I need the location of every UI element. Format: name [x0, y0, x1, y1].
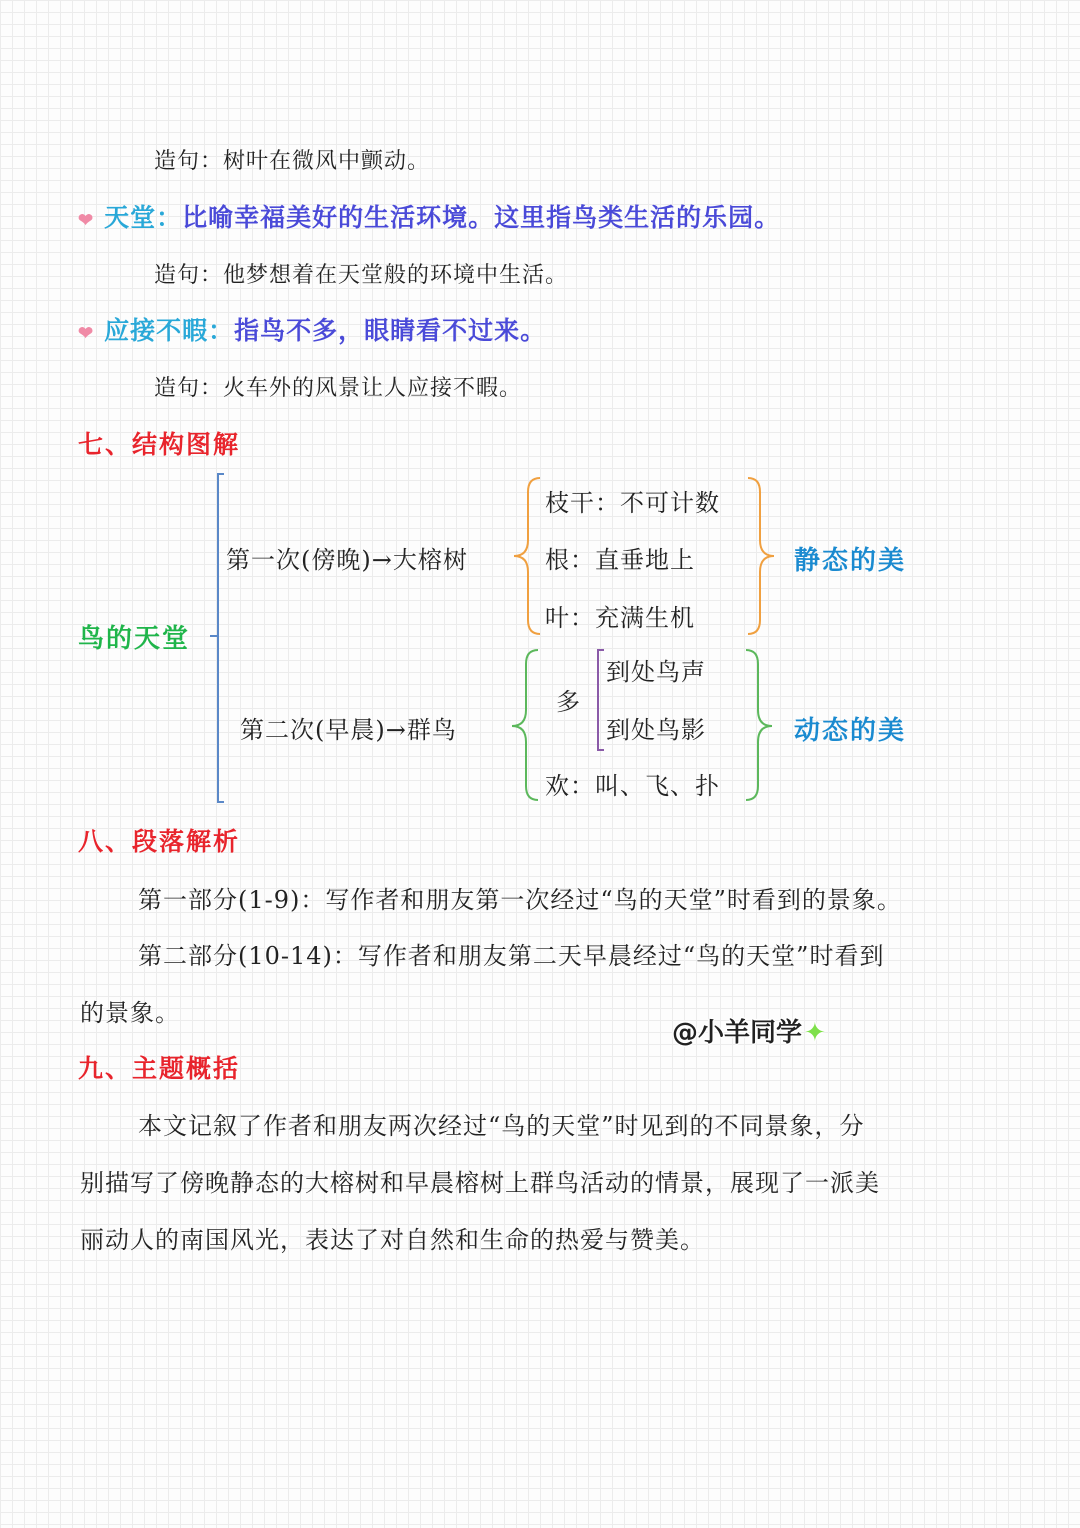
section-title-theme: 九、主题概括 — [78, 1054, 241, 1083]
dynamic-beauty-label: 动态的美 — [794, 716, 907, 746]
example-sentence-2: 造句：他梦想着在天堂般的环境中生活。 — [154, 263, 569, 288]
watermark — [672, 1012, 826, 1049]
first-left-brace — [514, 478, 540, 634]
first-visit-label: 第一次(傍晚)→大榕树 — [226, 546, 468, 574]
joy-label: 欢：叫、飞、扑 — [545, 772, 720, 800]
first-item-branches: 枝干：不可计数 — [545, 489, 720, 517]
second-right-brace — [746, 650, 772, 800]
many-label: 多 — [556, 688, 581, 716]
paragraph-part-1: 第一部分(1-9)：写作者和朋友第一次经过“鸟的天堂”时看到的景象。 — [138, 886, 902, 914]
paragraph-part-2-line-1: 第二部分(10-14)：写作者和朋友第二天早晨经过“鸟的天堂”时看到 — [138, 942, 885, 970]
first-item-roots: 根：直垂地上 — [545, 546, 695, 574]
theme-line-2: 别描写了傍晚静态的大榕树和早晨榕树上群鸟活动的情景，展现了一派美 — [80, 1169, 880, 1197]
static-beauty-label: 静态的美 — [794, 546, 907, 576]
vocab-definition: 比喻幸福美好的生活环境。这里指鸟类生活的乐园。 — [182, 203, 781, 232]
theme-line-3: 丽动人的南国风光，表达了对自然和生命的热爱与赞美。 — [80, 1226, 705, 1254]
root-bracket — [210, 474, 224, 802]
second-visit-label: 第二次(早晨)→群鸟 — [240, 716, 457, 744]
star-icon: ✦ — [804, 1018, 826, 1048]
section-title-structure: 七、结构图解 — [78, 430, 241, 459]
vocab-word: 应接不暇： — [104, 316, 235, 345]
diagram-root: 鸟的天堂 — [78, 624, 191, 654]
many-bracket — [598, 650, 604, 750]
theme-line-1: 本文记叙了作者和朋友两次经过“鸟的天堂”时见到的不同景象，分 — [138, 1112, 865, 1140]
first-right-brace — [748, 478, 774, 634]
watermark-text: @小羊同学 — [672, 1018, 803, 1048]
first-item-leaves: 叶：充满生机 — [545, 604, 695, 632]
vocab-word: 天堂： — [104, 203, 183, 232]
second-left-brace — [512, 650, 538, 800]
paragraph-part-2-line-2: 的景象。 — [80, 999, 180, 1027]
example-sentence-3: 造句：火车外的风景让人应接不暇。 — [154, 376, 523, 401]
example-sentence-1: 造句：树叶在微风中颤动。 — [154, 149, 431, 174]
many-item-sounds: 到处鸟声 — [606, 658, 706, 686]
many-item-shadows: 到处鸟影 — [606, 716, 706, 744]
vocab-definition: 指鸟不多，眼睛看不过来。 — [234, 316, 547, 345]
heart-icon: ❤ — [78, 323, 95, 344]
section-title-paragraphs: 八、段落解析 — [78, 827, 241, 856]
heart-icon: ❤ — [78, 210, 95, 231]
